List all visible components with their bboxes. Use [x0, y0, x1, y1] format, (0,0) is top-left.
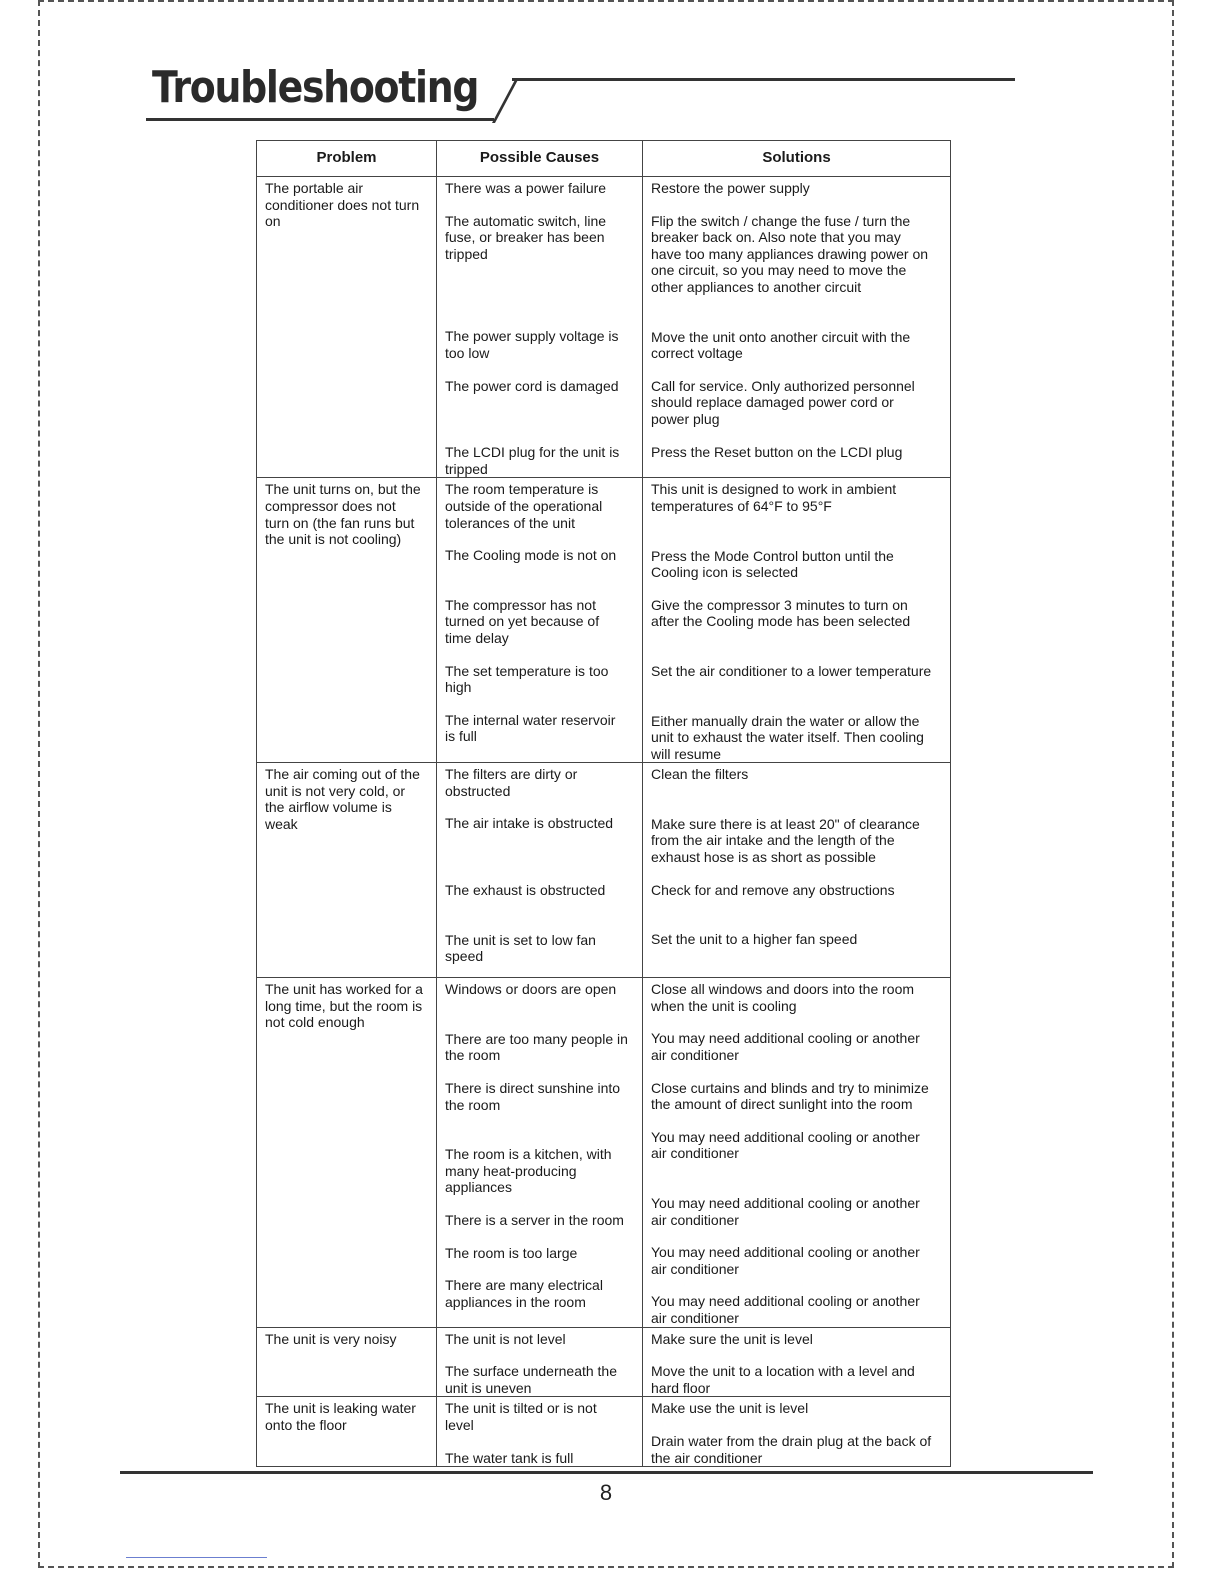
text-line: high — [445, 679, 472, 696]
text-line: temperatures of 64°F to 95°F — [651, 497, 832, 514]
text-line: The automatic switch, line — [445, 212, 607, 229]
text-line: have too many appliances drawing power on — [651, 245, 929, 262]
text-line: exhaust hose is as short as possible — [651, 849, 876, 866]
text-line: Cooling icon is selected — [651, 564, 799, 581]
text-line: The air intake is obstructed — [445, 815, 614, 832]
text-line: The unit is set to low fan — [445, 931, 596, 948]
page-border-top — [38, 0, 1174, 2]
page-border-bottom — [38, 1566, 1174, 1568]
page-border-left — [38, 0, 40, 1568]
page-number: 8 — [599, 1480, 613, 1505]
title-diagonal-rule — [492, 79, 518, 123]
text-line: There is a server in the room — [445, 1212, 624, 1229]
solutions-cell — [643, 978, 951, 1327]
text-line: Close curtains and blinds and try to minimize — [651, 1079, 929, 1096]
text-line: Set the air conditioner to a lower temperature — [651, 662, 932, 679]
text-line: Close all windows and doors into the room — [651, 981, 915, 998]
text-line: The unit is leaking water — [265, 1400, 416, 1417]
table-row — [257, 478, 951, 763]
causes-cell — [437, 1397, 643, 1467]
text-line: not cold enough — [265, 1014, 365, 1031]
text-line: Windows or doors are open — [445, 981, 617, 998]
title-underline — [146, 118, 494, 121]
text-line: unit to exhaust the water itself. Then cooling — [651, 729, 924, 746]
text-line: long time, but the room is — [265, 997, 423, 1014]
text-line: time delay — [445, 629, 509, 646]
text-line: hard floor — [651, 1379, 711, 1396]
text-line: Either manually drain the water or allow the — [651, 712, 920, 729]
text-line: The unit is very noisy — [265, 1330, 397, 1347]
table-row — [257, 763, 951, 978]
table-row — [257, 1397, 951, 1467]
text-line: tolerances of the unit — [445, 514, 575, 531]
text-line: after the Cooling mode has been selected — [651, 613, 911, 630]
solutions-cell — [643, 478, 951, 763]
text-line: on — [265, 213, 281, 230]
solutions-cell — [643, 763, 951, 978]
text-line: compressor does not — [265, 497, 396, 514]
text-line: weak — [265, 816, 298, 833]
text-line: The power supply voltage is — [445, 328, 619, 345]
text-line: power plug — [651, 410, 720, 427]
solutions-cell — [643, 1327, 951, 1397]
footer-link-underline — [126, 1557, 267, 1558]
text-line: the room — [445, 1096, 501, 1113]
text-line: is full — [445, 728, 477, 745]
text-line: Call for service. Only authorized personnel — [651, 377, 915, 394]
text-line: fuse, or breaker has been — [445, 229, 605, 246]
text-line: The internal water reservoir — [445, 711, 616, 728]
problem-cell — [257, 1327, 437, 1397]
text-line: Set the unit to a higher fan speed — [651, 931, 858, 948]
title-top-rule — [512, 78, 1015, 81]
text-line: Make sure the unit is level — [651, 1330, 813, 1347]
causes-cell — [437, 1327, 643, 1397]
text-line: The compressor has not — [445, 596, 596, 613]
text-line: the airflow volume is — [265, 799, 392, 816]
text-line: The power cord is damaged — [445, 377, 619, 394]
header-problem: Problem — [257, 141, 437, 177]
text-line: the room — [445, 1047, 501, 1064]
text-line: should replace damaged power cord or — [651, 394, 894, 411]
table-row — [257, 1327, 951, 1397]
text-line: You may need additional cooling or another — [651, 1128, 920, 1145]
text-line: will resume — [651, 745, 722, 762]
text-line: air conditioner — [651, 1211, 739, 1228]
text-line: Move the unit onto another circuit with the — [651, 328, 911, 345]
text-line: unit is uneven — [445, 1379, 532, 1396]
text-line: The room temperature is — [445, 481, 599, 498]
header-possible-causes: Possible Causes — [437, 141, 643, 177]
text-line: onto the floor — [265, 1416, 347, 1433]
text-line: obstructed — [445, 782, 511, 799]
text-line: breaker back on. Also note that you may — [651, 229, 901, 246]
text-line: Clean the filters — [651, 766, 749, 783]
header-solutions: Solutions — [643, 141, 951, 177]
problem-cell — [257, 978, 437, 1327]
text-line: The air coming out of the — [265, 766, 420, 783]
text-line: the amount of direct sunlight into the room — [651, 1096, 913, 1113]
footer-rule — [120, 1471, 1093, 1474]
table-row — [257, 978, 951, 1327]
text-line: The portable air — [265, 180, 364, 196]
text-line: The exhaust is obstructed — [445, 882, 606, 899]
text-line: Make sure there is at least 20" of clearance — [651, 815, 920, 832]
text-line: There are too many people in — [445, 1030, 628, 1047]
text-line: unit is not very cold, or — [265, 782, 406, 799]
text-line: The room is a kitchen, with — [445, 1146, 612, 1163]
text-line: air conditioner — [651, 1310, 739, 1326]
text-line: The unit is not level — [445, 1330, 566, 1347]
text-line: You may need additional cooling or another — [651, 1244, 920, 1261]
text-line: Give the compressor 3 minutes to turn on — [651, 596, 908, 613]
text-line: many heat-producing — [445, 1162, 577, 1179]
troubleshooting-table — [256, 140, 951, 1467]
text-line: The unit turns on, but the — [265, 481, 421, 498]
causes-cell — [437, 177, 643, 478]
text-line: conditioner does not turn — [265, 196, 420, 213]
page-title: Troubleshooting — [152, 62, 479, 113]
text-line: Press the Mode Control button until the — [651, 547, 894, 564]
text-line: The surface underneath the — [445, 1363, 618, 1380]
text-line: The Cooling mode is not on — [445, 547, 617, 564]
text-line: air conditioner — [651, 1145, 739, 1162]
text-line: appliances in the room — [445, 1293, 586, 1310]
text-line: outside of the operational — [445, 497, 603, 514]
text-line: There is direct sunshine into — [445, 1080, 621, 1097]
text-line: This unit is designed to work in ambient — [651, 481, 897, 498]
text-line: The filters are dirty or — [445, 766, 578, 783]
text-line: tripped — [445, 460, 488, 477]
text-line: The LCDI plug for the unit is — [445, 444, 620, 461]
solutions-cell — [643, 177, 951, 478]
causes-cell — [437, 478, 643, 763]
text-line: Press the Reset button on the LCDI plug — [651, 443, 903, 460]
solutions-cell — [643, 1397, 951, 1467]
text-line: one circuit, so you may need to move the — [651, 262, 907, 279]
text-line: The set temperature is too — [445, 662, 609, 679]
text-line: turn on (the fan runs but — [265, 514, 415, 531]
text-line: other appliances to another circuit — [651, 278, 862, 295]
text-line: The room is too large — [445, 1244, 578, 1261]
page-border-right — [1172, 0, 1174, 1568]
text-line: Drain water from the drain plug at the back of — [651, 1432, 932, 1449]
causes-cell — [437, 978, 643, 1327]
problem-cell — [257, 1397, 437, 1467]
text-line: Move the unit to a location with a level and — [651, 1363, 915, 1380]
problem-cell — [257, 763, 437, 978]
text-line: Check for and remove any obstructions — [651, 881, 895, 898]
text-line: The unit is tilted or is not — [445, 1400, 597, 1417]
text-line: when the unit is cooling — [651, 997, 797, 1014]
text-line: You may need additional cooling or another — [651, 1030, 920, 1047]
text-line: from the air intake and the length of the — [651, 832, 895, 849]
text-line: The water tank is full — [445, 1449, 574, 1466]
text-line: You may need additional cooling or another — [651, 1195, 920, 1212]
text-line: You may need additional cooling or another — [651, 1293, 920, 1310]
text-line: There was a power failure — [445, 180, 607, 196]
table-header-row — [257, 141, 951, 177]
text-line: Restore the power supply — [651, 180, 810, 196]
text-line: tripped — [445, 245, 488, 262]
problem-cell — [257, 177, 437, 478]
text-line: air conditioner — [651, 1047, 739, 1064]
text-line: too low — [445, 344, 490, 361]
text-line: the unit is not cooling) — [265, 531, 402, 548]
text-line: speed — [445, 948, 484, 965]
problem-cell — [257, 478, 437, 763]
text-line: correct voltage — [651, 345, 743, 362]
text-line: The unit has worked for a — [265, 981, 423, 998]
text-line: air conditioner — [651, 1260, 739, 1277]
table-row — [257, 177, 951, 478]
text-line: appliances — [445, 1179, 512, 1196]
text-line: Flip the switch / change the fuse / turn the — [651, 212, 911, 229]
causes-cell — [437, 763, 643, 978]
text-line: the air conditioner — [651, 1449, 763, 1466]
text-line: level — [445, 1416, 474, 1433]
text-line: There are many electrical — [445, 1277, 603, 1294]
text-line: Make use the unit is level — [651, 1400, 809, 1417]
text-line: turned on yet because of — [445, 613, 600, 630]
